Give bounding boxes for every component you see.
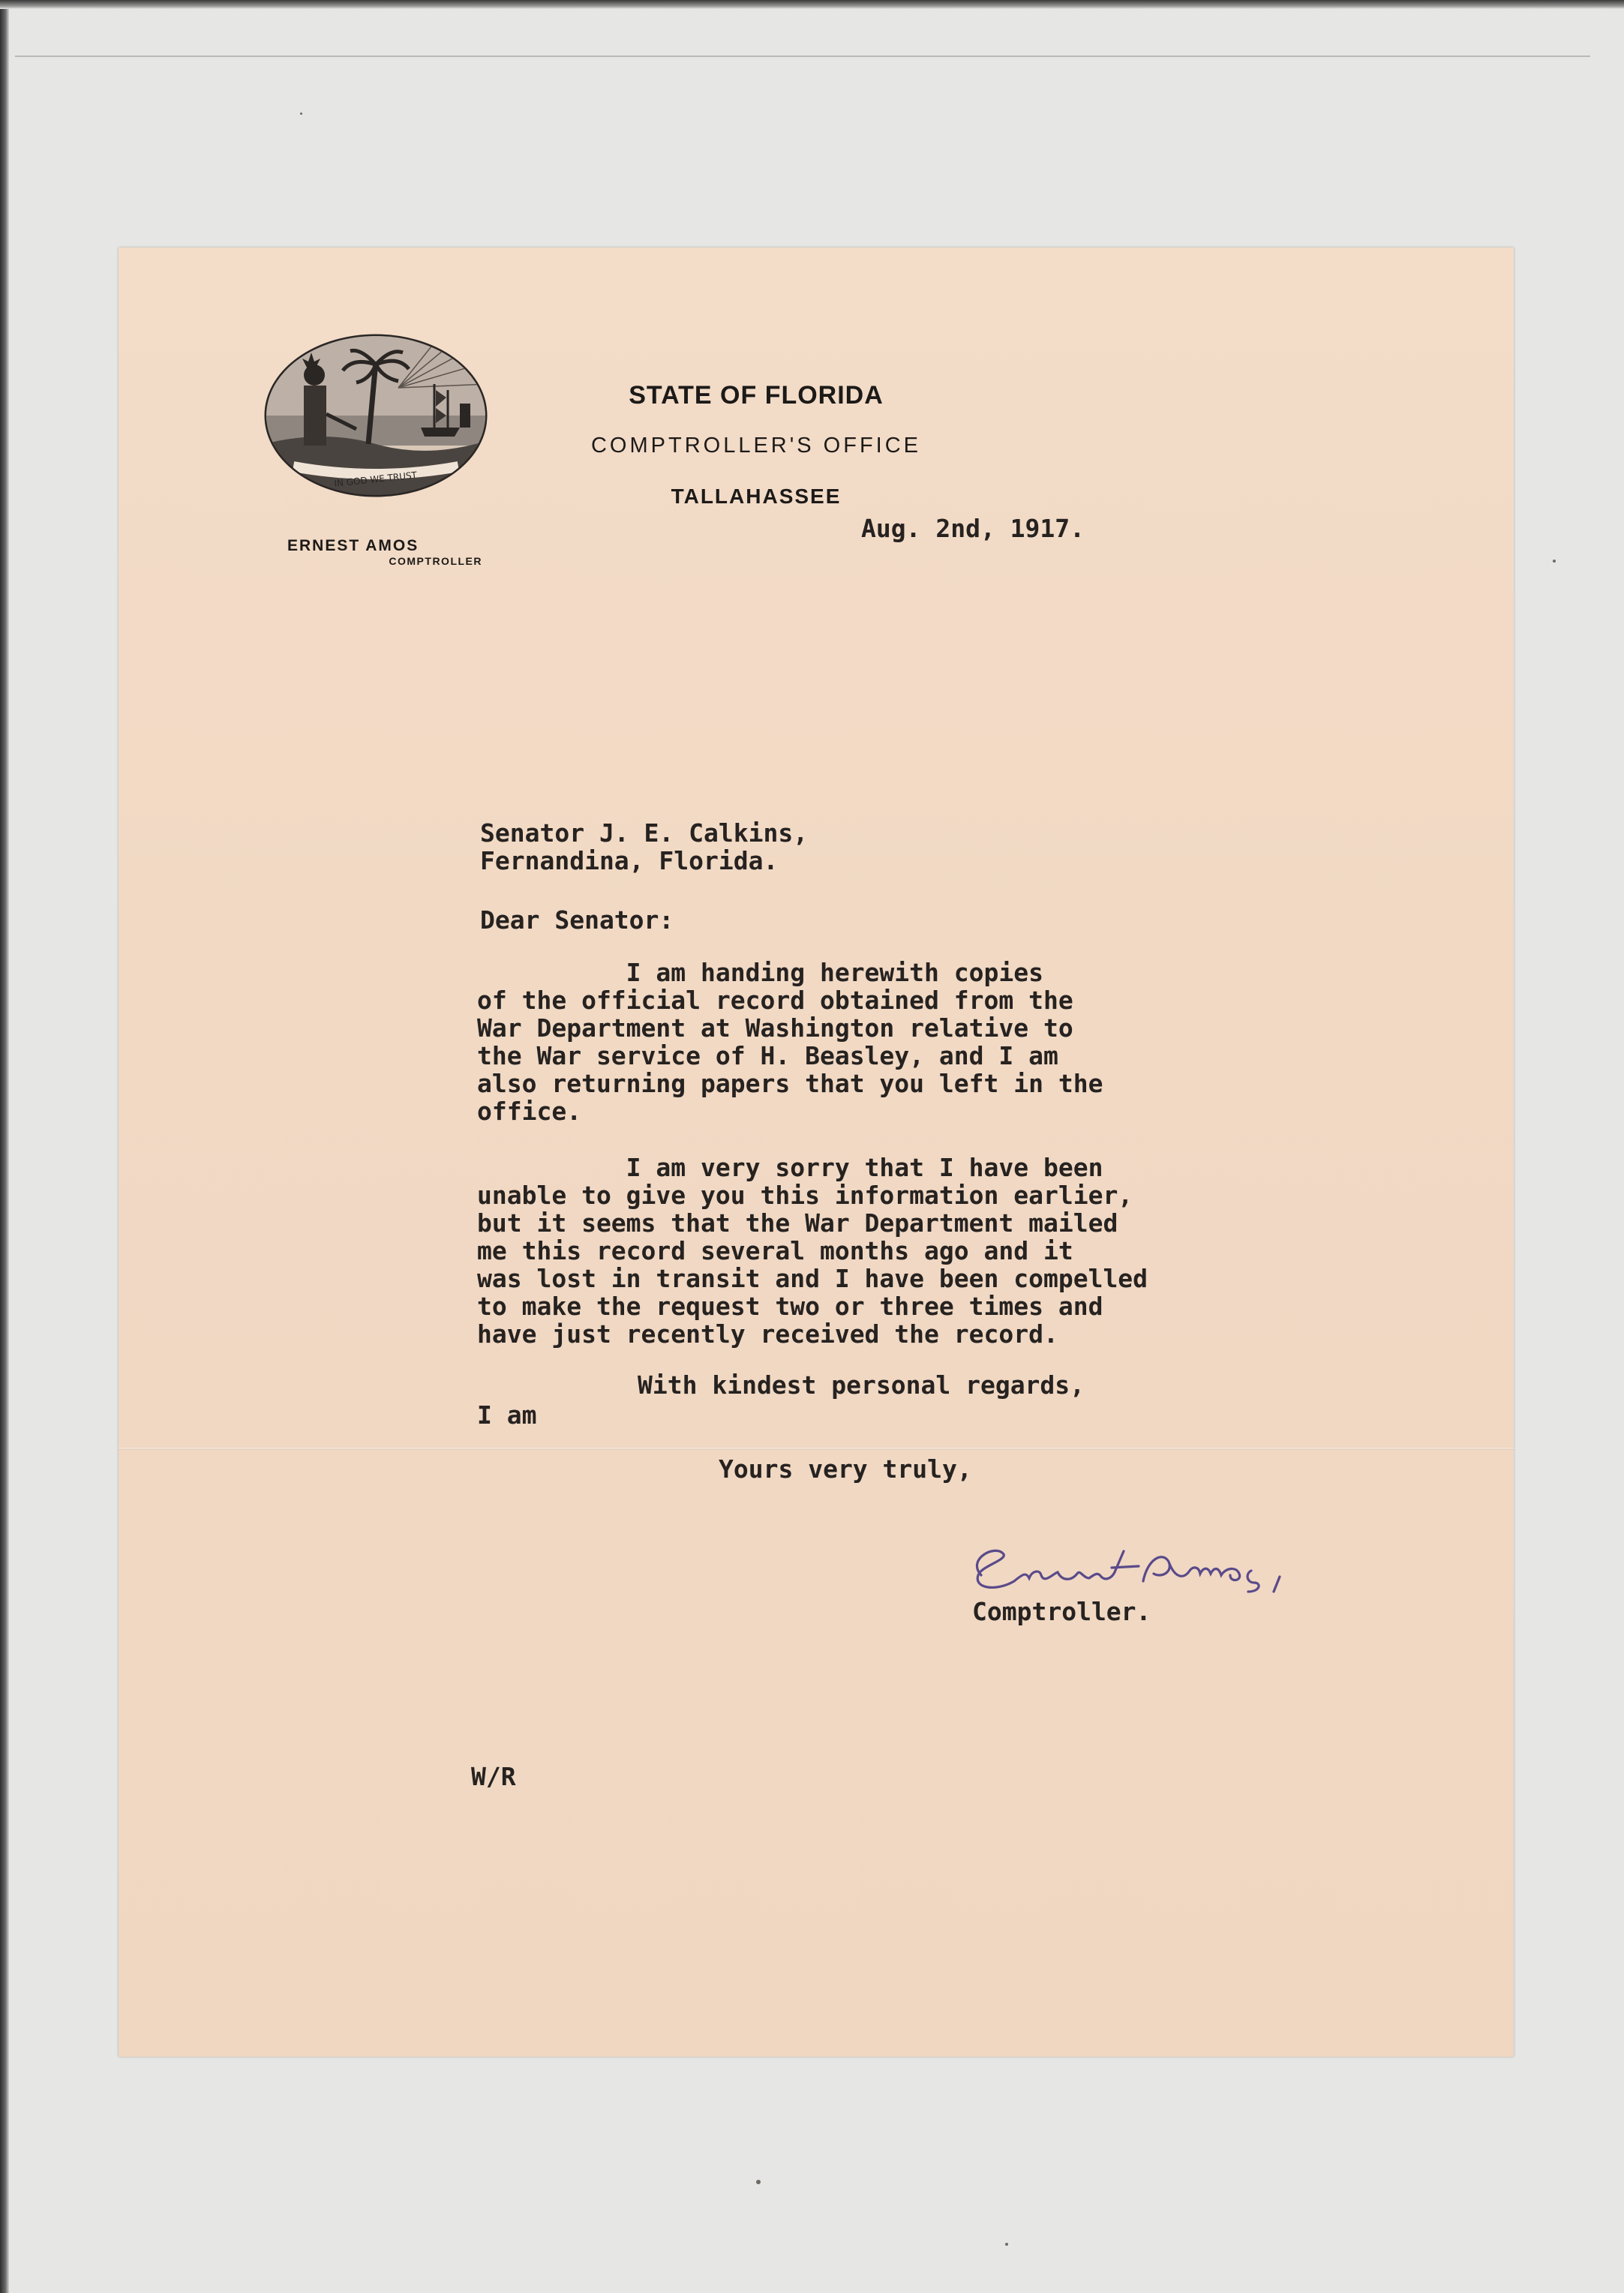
florida-state-seal-icon xyxy=(263,332,488,504)
text-line: but it seems that the War Department mailed xyxy=(477,1208,1118,1238)
official-title: COMPTROLLER xyxy=(389,555,482,567)
regards-line: With kindest personal regards, xyxy=(638,1370,1085,1400)
i-am-line: I am xyxy=(477,1400,537,1430)
text-line: have just recently received the record. xyxy=(477,1319,1058,1349)
dust-speck xyxy=(1553,560,1556,563)
text-line: I am handing herewith copies xyxy=(477,958,1043,987)
letterhead-city: TALLAHASSEE xyxy=(671,485,842,508)
text-line: was lost in transit and I have been compelled xyxy=(477,1264,1148,1293)
reference-initials: W/R xyxy=(471,1762,516,1791)
recipient-line: Fernandina, Florida. xyxy=(480,846,779,875)
text-line: me this record several months ago and it xyxy=(477,1236,1073,1265)
recipient-line: Senator J. E. Calkins, xyxy=(480,818,809,848)
text-line: to make the request two or three times and xyxy=(477,1292,1103,1321)
text-line: of the official record obtained from the xyxy=(477,986,1073,1015)
salutation: Dear Senator: xyxy=(480,905,674,935)
recipient-address xyxy=(480,819,808,875)
text-line: unable to give you this information earlier, xyxy=(477,1181,1133,1210)
official-name-block xyxy=(287,537,490,567)
text-line: War Department at Washington relative to xyxy=(477,1013,1073,1043)
text-line: the War service of H. Beasley, and I am xyxy=(477,1041,1058,1070)
text-line: office. xyxy=(477,1097,582,1126)
scan-edge-left xyxy=(0,0,9,2293)
dust-speck xyxy=(300,113,302,115)
scan-edge-top xyxy=(0,0,1624,9)
complimentary-closing: Yours very truly, xyxy=(719,1454,972,1484)
official-name: ERNEST AMOS xyxy=(287,537,419,554)
body-paragraph-1 xyxy=(477,959,1103,1125)
letterhead-state: STATE OF FLORIDA xyxy=(629,381,884,410)
letter-paper xyxy=(119,248,1514,2057)
letter-date: Aug. 2nd, 1917. xyxy=(861,514,1085,543)
seal-motto: IN GOD WE TRUST xyxy=(333,470,418,489)
mount-line xyxy=(15,56,1590,57)
paper-fold xyxy=(119,1448,1514,1450)
text-line: also returning papers that you left in the xyxy=(477,1069,1103,1098)
text-line: I am very sorry that I have been xyxy=(477,1153,1103,1182)
dust-speck xyxy=(1005,2243,1008,2246)
dust-speck xyxy=(756,2180,761,2184)
signer-title: Comptroller. xyxy=(972,1597,1151,1626)
body-paragraph-2 xyxy=(477,1154,1148,1348)
letterhead-office: COMPTROLLER'S OFFICE xyxy=(590,434,922,458)
